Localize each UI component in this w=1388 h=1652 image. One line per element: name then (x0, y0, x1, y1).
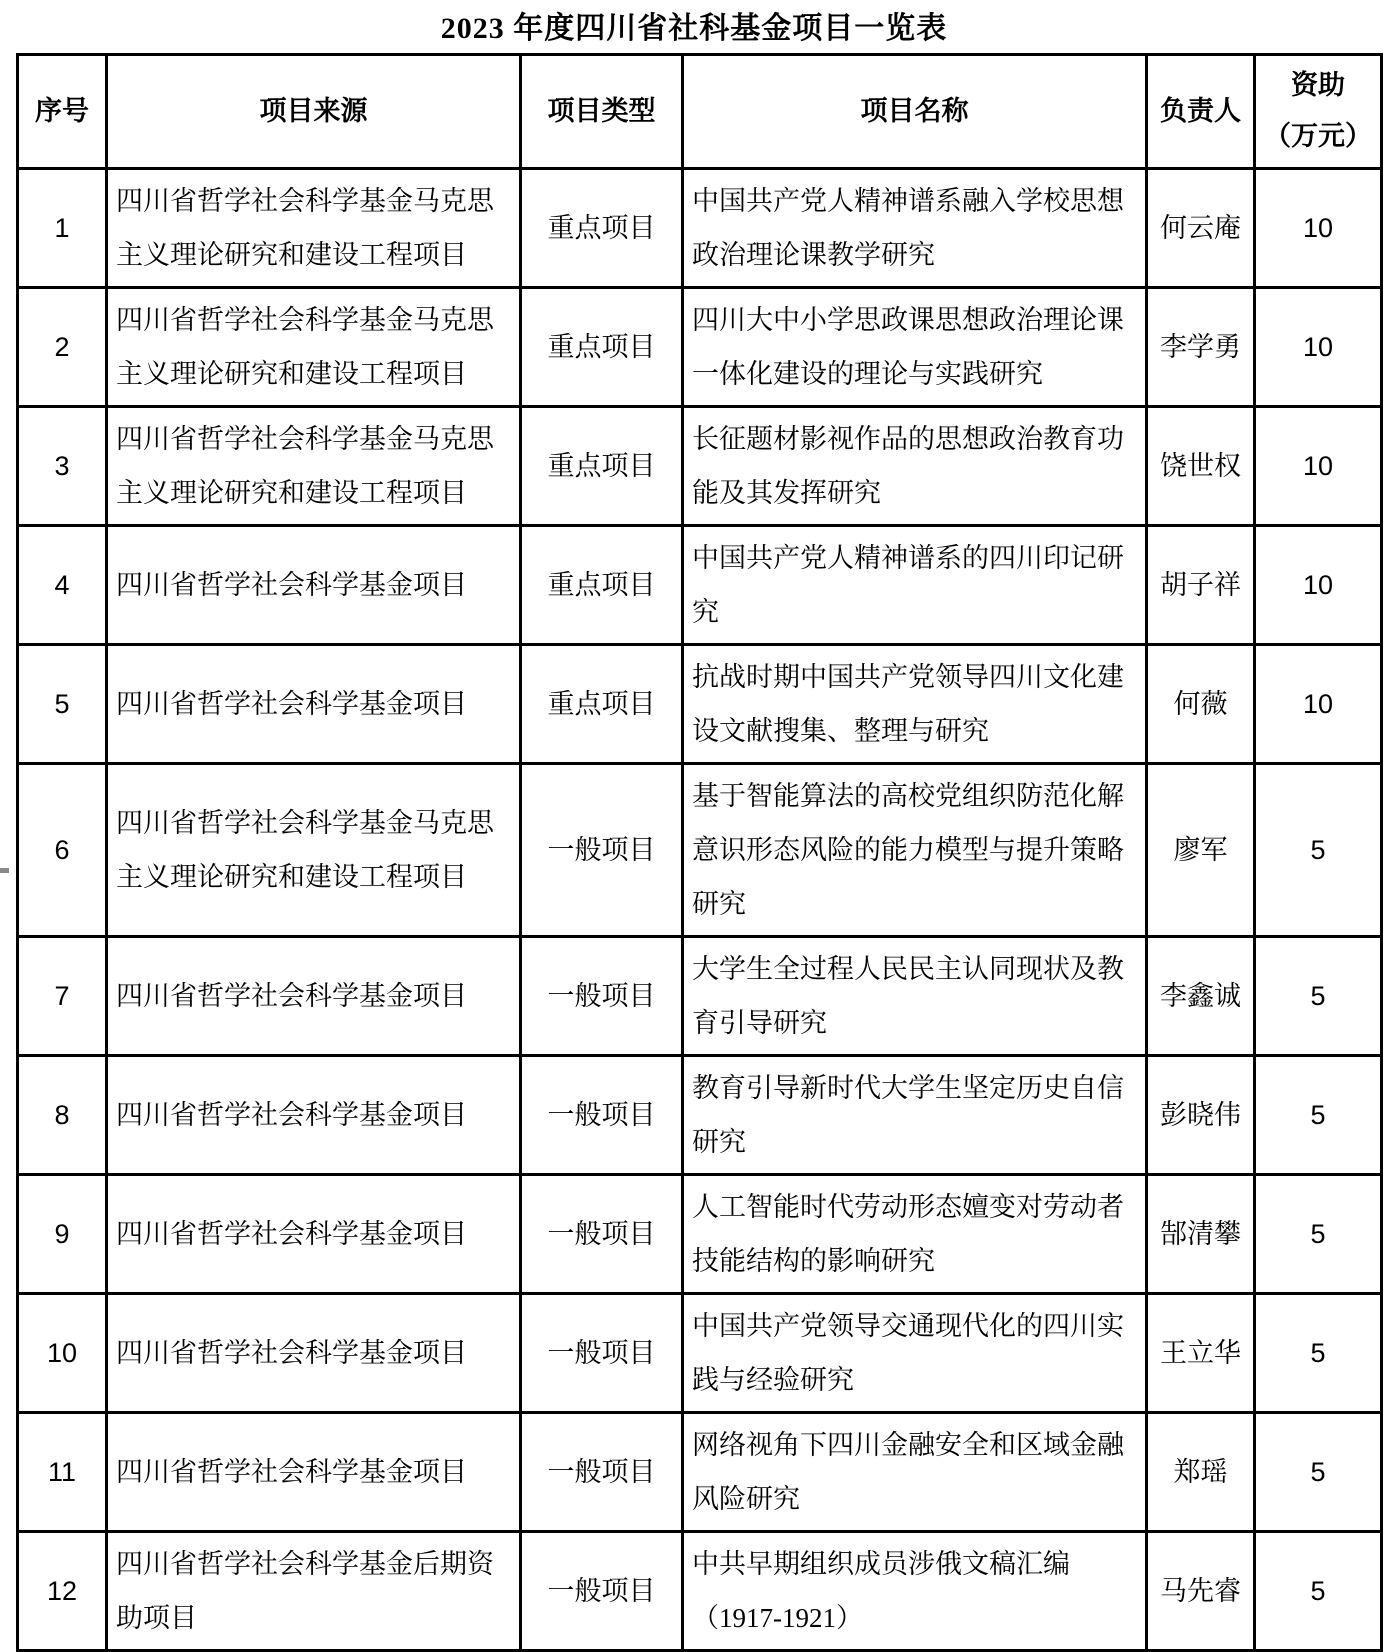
header-funding (1255, 55, 1382, 169)
row-number-cell: 10 (18, 1293, 107, 1412)
project-type-cell: 重点项目 (521, 644, 683, 763)
table-row (18, 406, 1382, 525)
row-number-cell: 1 (18, 168, 107, 287)
funding-amount-cell: 5 (1255, 1293, 1382, 1412)
funding-amount-cell: 5 (1255, 1055, 1382, 1174)
row-number-cell: 9 (18, 1174, 107, 1293)
header-project-name: 项目名称 (683, 55, 1147, 169)
table-body (18, 168, 1382, 1650)
project-name-cell: 大学生全过程人民民主认同现状及教育引导研究 (683, 936, 1147, 1055)
row-number-cell: 2 (18, 287, 107, 406)
header-project-type: 项目类型 (521, 55, 683, 169)
project-type-cell: 重点项目 (521, 525, 683, 644)
page-title: 2023 年度四川省社科基金项目一览表 (440, 12, 948, 45)
project-source-cell: 四川省哲学社会科学基金马克思主义理论研究和建设工程项目 (107, 763, 521, 936)
funding-amount-cell: 5 (1255, 763, 1382, 936)
row-number-cell: 4 (18, 525, 107, 644)
funding-amount-cell: 5 (1255, 1174, 1382, 1293)
project-leader-cell: 李鑫诚 (1147, 936, 1255, 1055)
table-header (18, 55, 1382, 169)
project-source-cell: 四川省哲学社会科学基金项目 (107, 936, 521, 1055)
project-name-cell: 抗战时期中国共产党领导四川文化建设文献搜集、整理与研究 (683, 644, 1147, 763)
table-row (18, 1412, 1382, 1531)
fund-projects-table (16, 53, 1383, 1652)
table-row (18, 287, 1382, 406)
project-name-cell: 人工智能时代劳动形态嬗变对劳动者技能结构的影响研究 (683, 1174, 1147, 1293)
project-source-cell: 四川省哲学社会科学基金马克思主义理论研究和建设工程项目 (107, 287, 521, 406)
table-row (18, 525, 1382, 644)
project-name-cell: 教育引导新时代大学生坚定历史自信研究 (683, 1055, 1147, 1174)
project-leader-cell: 彭晓伟 (1147, 1055, 1255, 1174)
table-row (18, 936, 1382, 1055)
project-name-cell: 长征题材影视作品的思想政治教育功能及其发挥研究 (683, 406, 1147, 525)
funding-amount-cell: 5 (1255, 1531, 1382, 1650)
project-leader-cell: 饶世权 (1147, 406, 1255, 525)
project-source-cell: 四川省哲学社会科学基金马克思主义理论研究和建设工程项目 (107, 168, 521, 287)
project-name-cell: 四川大中小学思政课思想政治理论课一体化建设的理论与实践研究 (683, 287, 1147, 406)
project-leader-cell: 何云庵 (1147, 168, 1255, 287)
project-name-cell: 中国共产党人精神谱系融入学校思想政治理论课教学研究 (683, 168, 1147, 287)
project-source-cell: 四川省哲学社会科学基金项目 (107, 1174, 521, 1293)
row-number-cell: 11 (18, 1412, 107, 1531)
table-row (18, 763, 1382, 936)
project-leader-cell: 廖军 (1147, 763, 1255, 936)
project-leader-cell: 马先睿 (1147, 1531, 1255, 1650)
project-type-cell: 一般项目 (521, 1293, 683, 1412)
header-serial-number: 序号 (18, 55, 107, 169)
project-leader-cell: 何薇 (1147, 644, 1255, 763)
row-number-cell: 12 (18, 1531, 107, 1650)
row-number-cell: 8 (18, 1055, 107, 1174)
table-row (18, 168, 1382, 287)
project-leader-cell: 郜清攀 (1147, 1174, 1255, 1293)
project-leader-cell: 李学勇 (1147, 287, 1255, 406)
project-type-cell: 一般项目 (521, 936, 683, 1055)
table-row (18, 1174, 1382, 1293)
project-type-cell: 重点项目 (521, 168, 683, 287)
project-type-cell: 一般项目 (521, 1174, 683, 1293)
project-type-cell: 一般项目 (521, 1412, 683, 1531)
funding-amount-cell: 10 (1255, 644, 1382, 763)
header-funding-line1: 资助 (1291, 70, 1345, 100)
project-leader-cell: 胡子祥 (1147, 525, 1255, 644)
project-source-cell: 四川省哲学社会科学基金马克思主义理论研究和建设工程项目 (107, 406, 521, 525)
project-name-cell: 基于智能算法的高校党组织防范化解意识形态风险的能力模型与提升策略研究 (683, 763, 1147, 936)
funding-amount-cell: 5 (1255, 936, 1382, 1055)
header-row (18, 55, 1382, 169)
project-name-cell: 中国共产党领导交通现代化的四川实践与经验研究 (683, 1293, 1147, 1412)
project-type-cell: 一般项目 (521, 1531, 683, 1650)
project-name-cell: 中共早期组织成员涉俄文稿汇编（1917-1921） (683, 1531, 1147, 1650)
project-source-cell: 四川省哲学社会科学基金项目 (107, 525, 521, 644)
project-name-cell: 网络视角下四川金融安全和区域金融风险研究 (683, 1412, 1147, 1531)
project-source-cell: 四川省哲学社会科学基金项目 (107, 1293, 521, 1412)
project-type-cell: 一般项目 (521, 1055, 683, 1174)
row-number-cell: 7 (18, 936, 107, 1055)
project-leader-cell: 郑瑶 (1147, 1412, 1255, 1531)
row-number-cell: 3 (18, 406, 107, 525)
header-leader: 负责人 (1147, 55, 1255, 169)
header-project-source: 项目来源 (107, 55, 521, 169)
funding-amount-cell: 10 (1255, 406, 1382, 525)
row-number-cell: 5 (18, 644, 107, 763)
project-source-cell: 四川省哲学社会科学基金后期资助项目 (107, 1531, 521, 1650)
table-row (18, 1055, 1382, 1174)
project-type-cell: 重点项目 (521, 287, 683, 406)
funding-amount-cell: 5 (1255, 1412, 1382, 1531)
project-source-cell: 四川省哲学社会科学基金项目 (107, 644, 521, 763)
funding-amount-cell: 10 (1255, 287, 1382, 406)
project-source-cell: 四川省哲学社会科学基金项目 (107, 1055, 521, 1174)
header-funding-line2: （万元） (1264, 121, 1372, 152)
table-row (18, 1531, 1382, 1650)
funding-amount-cell: 10 (1255, 525, 1382, 644)
table-row (18, 1293, 1382, 1412)
project-source-cell: 四川省哲学社会科学基金项目 (107, 1412, 521, 1531)
funding-amount-cell: 10 (1255, 168, 1382, 287)
page-margin-artifact (0, 868, 9, 873)
project-name-cell: 中国共产党人精神谱系的四川印记研究 (683, 525, 1147, 644)
table-row (18, 644, 1382, 763)
row-number-cell: 6 (18, 763, 107, 936)
project-type-cell: 重点项目 (521, 406, 683, 525)
project-type-cell: 一般项目 (521, 763, 683, 936)
project-leader-cell: 王立华 (1147, 1293, 1255, 1412)
